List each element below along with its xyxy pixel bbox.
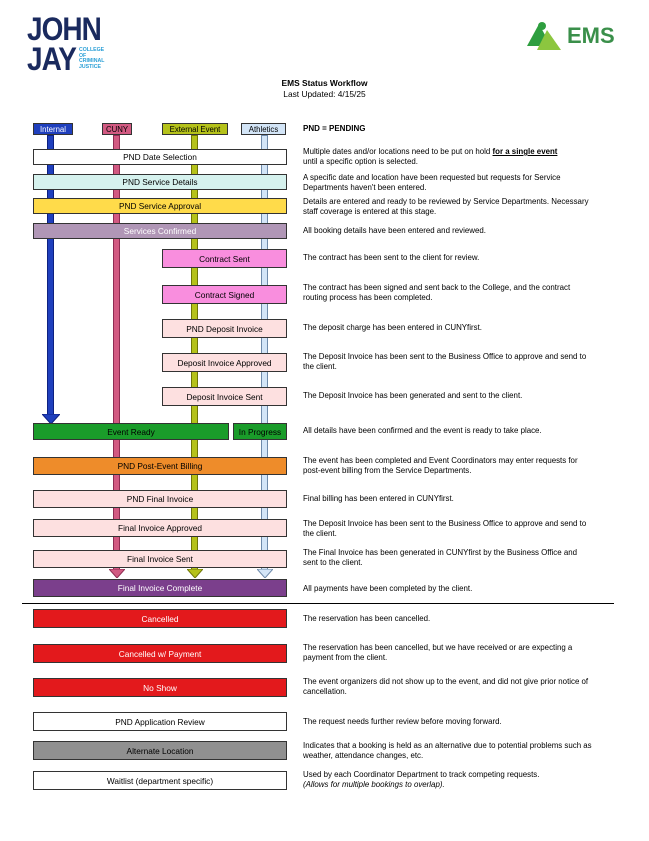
lane-cuny-arrow-icon [109, 569, 125, 578]
status-event-ready: Event Ready [33, 423, 229, 440]
desc-pnd-date-selection-c: until a specific option is selected. [303, 157, 418, 166]
status-no-show: No Show [33, 678, 287, 697]
desc-deposit-invoice-sent: The Deposit Invoice has been generated and sent to the client. [303, 391, 523, 400]
status-deposit-invoice-approved: Deposit Invoice Approved [162, 353, 287, 372]
status-deposit-invoice-sent: Deposit Invoice Sent [162, 387, 287, 406]
desc-services-confirmed: All booking details have been entered and reviewed. [303, 226, 486, 235]
status-pnd-post-event-billing: PND Post-Event Billing [33, 457, 287, 475]
status-services-confirmed: Services Confirmed [33, 223, 287, 239]
desc-no-show: The event organizers did not show up to the event, and did not give prior notice of cancellation. [303, 677, 589, 696]
status-waitlist: Waitlist (department specific) [33, 771, 287, 790]
status-contract-sent: Contract Sent [162, 249, 287, 268]
desc-final-invoice-sent: The Final Invoice has been generated in CUNYfirst by the Business Office and sent to the client. [303, 548, 577, 567]
status-pnd-service-approval: PND Service Approval [33, 198, 287, 214]
desc-waitlist-a: Used by each Coordinator Department to track competing requests. [303, 770, 540, 779]
ems-logo [525, 20, 625, 54]
status-cancelled-with-payment: Cancelled w/ Payment [33, 644, 287, 663]
legend-athletics: Athletics [241, 123, 286, 135]
status-cancelled: Cancelled [33, 609, 287, 628]
status-pnd-service-details: PND Service Details [33, 174, 287, 190]
logo-john-text: JOHN [27, 11, 101, 47]
logo-sub-2: OF [79, 52, 87, 59]
desc-cancelled-with-payment: The reservation has been cancelled, but we have received or are expecting a payment from the client. [303, 643, 573, 662]
desc-cancelled: The reservation has been cancelled. [303, 614, 431, 623]
ems-logo-text: EMS [567, 23, 615, 48]
status-final-invoice-sent: Final Invoice Sent [33, 550, 287, 568]
lane-external-arrow-icon [187, 569, 203, 578]
logo-subtext [79, 48, 104, 70]
legend-cuny: CUNY [102, 123, 132, 135]
legend-external: External Event [162, 123, 228, 135]
status-in-progress: In Progress [233, 423, 287, 440]
lane-athletics-arrow-icon [257, 569, 273, 578]
desc-waitlist-b: (Allows for multiple bookings to overlap). [303, 780, 445, 789]
desc-pnd-service-details: A specific date and location have been requested but requests for Service Departments haven't been entered. [303, 173, 561, 192]
status-final-invoice-complete: Final Invoice Complete [33, 579, 287, 597]
desc-pnd-deposit-invoice: The deposit charge has been entered in CUNYfirst. [303, 323, 482, 332]
legend-internal: Internal [33, 123, 73, 135]
desc-pnd-date-selection-a: Multiple dates and/or locations need to be put on hold [303, 147, 493, 156]
status-pnd-final-invoice: PND Final Invoice [33, 490, 287, 508]
page-title: EMS Status Workflow [281, 78, 368, 88]
desc-pnd-final-invoice: Final billing has been entered in CUNYfirst. [303, 494, 454, 503]
desc-pnd-date-selection-b: for a single event [492, 147, 558, 156]
status-pnd-application-review: PND Application Review [33, 712, 287, 731]
desc-contract-sent: The contract has been sent to the client for review. [303, 253, 480, 262]
logo-sub-3: CRIMINAL [79, 58, 105, 65]
desc-final-invoice-complete: All payments have been completed by the client. [303, 584, 473, 593]
status-pnd-deposit-invoice: PND Deposit Invoice [162, 319, 287, 338]
john-jay-logo [27, 11, 119, 77]
desc-waitlist [303, 770, 593, 790]
logo-sub-1: COLLEGE [79, 47, 105, 53]
desc-final-invoice-approved: The Deposit Invoice has been sent to the Business Office to approve and send to the client. [303, 519, 587, 538]
section-divider [22, 603, 614, 604]
desc-pnd-post-event-billing: The event has been completed and Event Coordinators may enter requests for post-event billing from the Service Departments. [303, 456, 578, 475]
desc-pnd-date-selection [303, 147, 593, 167]
desc-contract-signed: The contract has been signed and sent back to the College, and the contract routing process has been completed. [303, 283, 571, 302]
desc-event-ready: All details have been confirmed and the event is ready to take place. [303, 426, 542, 435]
status-final-invoice-approved: Final Invoice Approved [33, 519, 287, 537]
status-pnd-date-selection: PND Date Selection [33, 149, 287, 165]
desc-pnd-service-approval: Details are entered and ready to be reviewed by Service Departments. Necessary staff coverage is entered at this stage. [303, 197, 589, 216]
desc-alternate-location: Indicates that a booking is held as an alternative due to potential problems such as weather, attendance changes, etc. [303, 741, 592, 760]
logo-jay-text: JAY [27, 41, 76, 77]
ems-logo-mark-icon [525, 20, 565, 54]
desc-deposit-invoice-approved: The Deposit Invoice has been sent to the Business Office to approve and send to the client. [303, 352, 587, 371]
logo-sub-4: JUSTICE [79, 63, 101, 70]
last-updated: Last Updated: 4/15/25 [283, 89, 366, 99]
status-alternate-location: Alternate Location [33, 741, 287, 760]
status-contract-signed: Contract Signed [162, 285, 287, 304]
pending-note: PND = PENDING [303, 124, 366, 133]
desc-pnd-application-review: The request needs further review before moving forward. [303, 717, 502, 726]
